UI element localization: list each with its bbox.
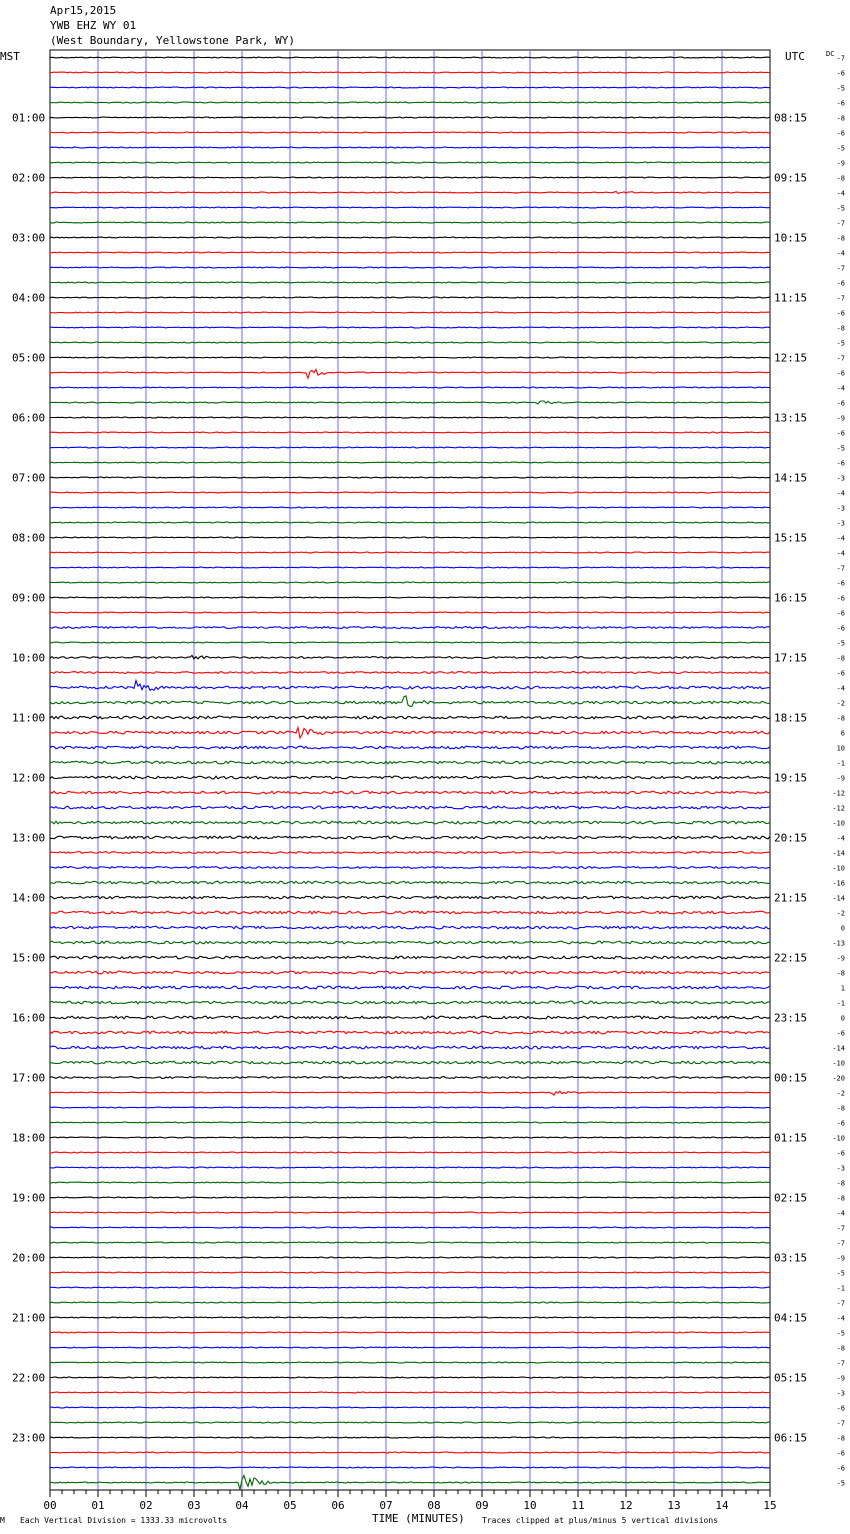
dc-offset-label: -3	[836, 504, 845, 513]
dc-offset-label: 1	[840, 984, 845, 993]
right-hour-label: 18:15	[774, 711, 808, 725]
left-hour-label: 04:00	[12, 291, 46, 305]
seismic-trace	[50, 462, 770, 463]
seismic-trace	[50, 956, 770, 959]
dc-offset-label: -9	[836, 414, 845, 423]
dc-offset-label: -7	[836, 354, 845, 363]
header-location: (West Boundary, Yellowstone Park, WY)	[50, 34, 296, 47]
dc-offset-label: -6	[836, 399, 845, 408]
left-hour-label: 10:00	[12, 651, 46, 665]
dc-offset-label: -5	[836, 639, 845, 648]
dc-offset-label: -3	[836, 1164, 845, 1173]
right-hour-label: 05:15	[774, 1371, 808, 1385]
seismic-trace	[50, 537, 770, 538]
dc-offset-label: -8	[836, 234, 845, 243]
seismic-trace	[50, 821, 770, 824]
right-hour-label: 21:15	[774, 891, 808, 905]
dc-offset-label: -8	[836, 714, 845, 723]
seismic-trace	[50, 1476, 770, 1490]
dc-offset-label: -3	[836, 474, 845, 483]
dc-offset-label: -7	[836, 1239, 845, 1248]
right-hour-label: 01:15	[774, 1131, 808, 1145]
dc-offset-label: -4	[836, 834, 845, 843]
seismic-trace	[50, 867, 770, 869]
seismic-trace	[50, 222, 770, 223]
left-hour-label: 17:00	[12, 1071, 46, 1085]
dc-offset-label: -8	[836, 1434, 845, 1443]
dc-offset-label: -12	[832, 804, 845, 813]
seismic-trace	[50, 776, 770, 779]
seismic-trace	[50, 507, 770, 508]
left-hour-label: 02:00	[12, 171, 46, 185]
dc-offset-label: -9	[836, 1374, 845, 1383]
seismic-trace	[50, 1031, 770, 1034]
x-tick-label: 01	[91, 1499, 105, 1512]
dc-offset-label: -4	[836, 1209, 845, 1218]
seismic-trace	[50, 582, 770, 583]
seismic-trace	[50, 941, 770, 944]
header-date: Apr15,2015	[50, 4, 117, 17]
dc-offset-label: -1	[836, 999, 845, 1008]
dc-offset-label: -14	[832, 1044, 845, 1053]
corner-mark: M	[0, 1516, 5, 1525]
dc-offset-label: -7	[836, 294, 845, 303]
dc-offset-label: -8	[836, 1344, 845, 1353]
dc-offset-label: -8	[836, 324, 845, 333]
right-hour-label: 12:15	[774, 351, 808, 365]
dc-offset-label: -5	[836, 144, 845, 153]
seismic-trace	[50, 1302, 770, 1303]
seismic-trace	[50, 177, 770, 178]
seismic-trace	[50, 1437, 770, 1438]
right-hour-label: 11:15	[774, 291, 808, 305]
seismic-trace	[50, 342, 770, 343]
seismic-trace	[50, 1122, 770, 1123]
dc-offset-label: -7	[836, 1299, 845, 1308]
seismic-trace	[50, 656, 770, 659]
seismic-trace	[50, 417, 770, 418]
dc-offset-label: -3	[836, 1389, 845, 1398]
x-tick-label: 15	[763, 1499, 777, 1512]
dc-offset-label: 0	[840, 1014, 845, 1023]
seismic-trace	[50, 1167, 770, 1168]
seismic-trace	[50, 567, 770, 568]
left-hour-label: 20:00	[12, 1251, 46, 1265]
left-hour-label: 06:00	[12, 411, 46, 425]
dc-offset-label: -6	[836, 129, 845, 138]
right-hour-label: 04:15	[774, 1311, 808, 1325]
dc-offset-label: -6	[836, 1149, 845, 1158]
seismic-trace	[50, 728, 770, 739]
dc-offset-label: -4	[836, 534, 845, 543]
seismic-trace	[50, 237, 770, 238]
dc-offset-label: -8	[836, 1104, 845, 1113]
seismic-trace	[50, 716, 770, 719]
right-hour-label: 22:15	[774, 951, 808, 965]
seismic-trace	[50, 312, 770, 313]
right-hour-label: 17:15	[774, 651, 808, 665]
seismic-trace	[50, 896, 770, 899]
seismic-trace	[50, 401, 770, 404]
seismic-trace	[50, 87, 770, 88]
seismic-trace	[50, 1197, 770, 1198]
seismic-trace	[50, 1377, 770, 1378]
left-hour-label: 18:00	[12, 1131, 46, 1145]
seismic-trace	[50, 447, 770, 448]
dc-offset-label: -8	[836, 174, 845, 183]
dc-offset-label: 10	[836, 744, 845, 753]
dc-offset-label: -5	[836, 1329, 845, 1338]
seismic-trace	[50, 522, 770, 523]
seismic-trace	[50, 1091, 770, 1095]
seismic-trace	[50, 627, 770, 629]
seismic-trace	[50, 1001, 770, 1004]
dc-offset-label: -5	[836, 444, 845, 453]
seismic-trace	[50, 207, 770, 208]
seismic-trace	[50, 357, 770, 358]
right-hour-label: 13:15	[774, 411, 808, 425]
x-axis-label: TIME (MINUTES)	[372, 1512, 465, 1525]
right-hour-label: 00:15	[774, 1071, 808, 1085]
seismic-trace	[50, 132, 770, 133]
right-hour-label: 10:15	[774, 231, 808, 245]
left-hour-label: 01:00	[12, 111, 46, 125]
seismic-trace	[50, 1137, 770, 1138]
seismic-trace	[50, 432, 770, 433]
dc-offset-label: -5	[836, 204, 845, 213]
dc-offset-label: -9	[836, 774, 845, 783]
x-tick-label: 02	[139, 1499, 153, 1512]
dc-offset-label: -7	[836, 264, 845, 273]
dc-offset-label: 6	[840, 729, 845, 738]
dc-offset-label: -9	[836, 1254, 845, 1263]
dc-offset-label: -5	[836, 1479, 845, 1488]
seismic-trace	[50, 971, 770, 974]
dc-offset-label: -14	[832, 894, 845, 903]
dc-offset-label: -16	[832, 879, 845, 888]
seismic-trace	[50, 1107, 770, 1108]
left-hour-label: 13:00	[12, 831, 46, 845]
x-tick-label: 11	[571, 1499, 585, 1512]
dc-offset-label: -6	[836, 624, 845, 633]
left-hour-label: 07:00	[12, 471, 46, 485]
x-tick-label: 06	[331, 1499, 345, 1512]
seismic-trace	[50, 1347, 770, 1348]
left-hour-label: 03:00	[12, 231, 46, 245]
dc-offset-label: -1	[836, 759, 845, 768]
seismic-trace	[50, 642, 770, 643]
dc-offset-label: -5	[836, 84, 845, 93]
right-hour-label: 23:15	[774, 1011, 808, 1025]
dc-offset-label: -6	[836, 309, 845, 318]
dc-offset-label: -7	[836, 564, 845, 573]
right-hour-label: 14:15	[774, 471, 808, 485]
dc-offset-label: -4	[836, 1314, 845, 1323]
seismic-trace	[50, 1257, 770, 1258]
seismic-trace	[50, 477, 770, 478]
seismic-trace	[50, 1061, 770, 1064]
dc-offset-label: -6	[836, 594, 845, 603]
dc-offset-label: -7	[836, 1224, 845, 1233]
dc-offset-label: -3	[836, 519, 845, 528]
left-hour-label: 09:00	[12, 591, 46, 605]
seismic-trace	[50, 57, 770, 58]
seismic-trace	[50, 696, 770, 706]
dc-offset-label: -7	[836, 54, 845, 63]
seismic-trace	[50, 911, 770, 914]
dc-offset-label: -8	[836, 1194, 845, 1203]
x-tick-label: 07	[379, 1499, 393, 1512]
dc-offset-label: -6	[836, 579, 845, 588]
dc-offset-label: -4	[836, 684, 845, 693]
seismic-trace	[50, 761, 770, 764]
seismic-trace	[50, 1077, 770, 1079]
seismic-trace	[50, 1422, 770, 1423]
seismic-trace	[50, 117, 770, 118]
dc-offset-label: -5	[836, 339, 845, 348]
dc-offset-label: -10	[832, 819, 845, 828]
header-station: YWB EHZ WY 01	[50, 19, 137, 32]
dc-offset-label: -10	[832, 1059, 845, 1068]
x-tick-label: 00	[43, 1499, 57, 1512]
dc-offset-label: -10	[832, 1134, 845, 1143]
right-timezone-label: UTC	[785, 50, 805, 63]
seismic-trace	[50, 791, 770, 794]
dc-offset-label: -4	[836, 249, 845, 258]
dc-offset-label: -2	[836, 909, 845, 918]
x-tick-label: 08	[427, 1499, 441, 1512]
left-hour-label: 15:00	[12, 951, 46, 965]
left-hour-label: 11:00	[12, 711, 46, 725]
left-timezone-label: MST	[0, 50, 20, 63]
dc-offset-label: -4	[836, 549, 845, 558]
seismic-trace	[50, 852, 770, 854]
x-tick-label: 13	[667, 1499, 681, 1512]
x-tick-label: 12	[619, 1499, 633, 1512]
dc-offset-label: -5	[836, 1269, 845, 1278]
left-hour-label: 16:00	[12, 1011, 46, 1025]
right-hour-label: 08:15	[774, 111, 808, 125]
x-tick-label: 03	[187, 1499, 201, 1512]
seismic-trace	[50, 1272, 770, 1273]
seismic-trace	[50, 746, 770, 749]
seismic-trace	[50, 1227, 770, 1228]
dc-header-label: DC	[826, 50, 835, 58]
left-hour-label: 08:00	[12, 531, 46, 545]
dc-offset-label: -6	[836, 69, 845, 78]
seismic-trace	[50, 252, 770, 253]
x-tick-label: 10	[523, 1499, 537, 1512]
left-hour-label: 14:00	[12, 891, 46, 905]
plot-frame	[50, 50, 770, 1490]
dc-offset-label: -7	[836, 219, 845, 228]
seismic-trace	[50, 986, 770, 989]
left-hour-label: 21:00	[12, 1311, 46, 1325]
left-hour-label: 12:00	[12, 771, 46, 785]
dc-offset-label: -6	[836, 1449, 845, 1458]
dc-offset-label: -10	[832, 864, 845, 873]
dc-offset-label: -8	[836, 654, 845, 663]
seismic-trace	[50, 387, 770, 388]
x-tick-label: 09	[475, 1499, 489, 1512]
dc-offset-label: -4	[836, 189, 845, 198]
seismic-trace	[50, 806, 770, 809]
dc-offset-label: -12	[832, 789, 845, 798]
dc-offset-label: -9	[836, 159, 845, 168]
dc-offset-label: -6	[836, 669, 845, 678]
seismic-trace	[50, 1467, 770, 1468]
seismic-trace	[50, 102, 770, 103]
dc-offset-label: -14	[832, 849, 845, 858]
dc-offset-label: -6	[836, 429, 845, 438]
dc-offset-label: -13	[832, 939, 845, 948]
seismic-trace	[50, 327, 770, 328]
seismic-trace	[50, 1392, 770, 1393]
seismic-trace	[50, 597, 770, 598]
dc-offset-label: -7	[836, 1359, 845, 1368]
seismic-trace	[50, 282, 770, 283]
seismic-trace	[50, 267, 770, 268]
right-hour-label: 03:15	[774, 1251, 808, 1265]
scale-note: Each Vertical Division = 1333.33 microvolts	[20, 1516, 228, 1525]
dc-offset-label: -6	[836, 99, 845, 108]
dc-offset-label: -2	[836, 699, 845, 708]
seismic-trace	[50, 162, 770, 163]
right-hour-label: 16:15	[774, 591, 808, 605]
x-tick-label: 05	[283, 1499, 297, 1512]
seismic-trace	[50, 1407, 770, 1408]
dc-offset-label: -6	[836, 1404, 845, 1413]
seismic-trace	[50, 881, 770, 884]
seismic-trace	[50, 1242, 770, 1243]
clip-note: Traces clipped at plus/minus 5 vertical divisions	[482, 1516, 719, 1525]
seismic-trace	[50, 1016, 770, 1019]
dc-offset-label: 0	[840, 924, 845, 933]
left-hour-label: 19:00	[12, 1191, 46, 1205]
seismic-trace	[50, 552, 770, 553]
seismic-trace	[50, 1182, 770, 1183]
dc-offset-label: -6	[836, 1464, 845, 1473]
seismic-trace	[50, 191, 770, 193]
dc-offset-label: -6	[836, 369, 845, 378]
dc-offset-label: -6	[836, 1119, 845, 1128]
seismic-trace	[50, 1152, 770, 1153]
right-hour-label: 09:15	[774, 171, 808, 185]
right-hour-label: 06:15	[774, 1431, 808, 1445]
right-hour-label: 02:15	[774, 1191, 808, 1205]
dc-offset-label: -6	[836, 1029, 845, 1038]
dc-offset-label: -6	[836, 459, 845, 468]
dc-offset-label: -20	[832, 1074, 845, 1083]
left-hour-label: 23:00	[12, 1431, 46, 1445]
seismic-trace	[50, 1046, 770, 1049]
seismic-trace	[50, 1452, 770, 1453]
seismic-trace	[50, 1317, 770, 1318]
dc-offset-label: -6	[836, 609, 845, 618]
dc-offset-label: -7	[836, 1419, 845, 1428]
seismic-trace	[50, 836, 770, 839]
dc-offset-label: -8	[836, 969, 845, 978]
right-hour-label: 20:15	[774, 831, 808, 845]
seismic-trace	[50, 1362, 770, 1363]
dc-offset-label: -2	[836, 1089, 845, 1098]
seismic-trace	[50, 492, 770, 493]
dc-offset-label: -8	[836, 1179, 845, 1188]
right-hour-label: 19:15	[774, 771, 808, 785]
seismic-trace	[50, 369, 770, 378]
seismic-trace	[50, 147, 770, 148]
right-hour-label: 15:15	[774, 531, 808, 545]
seismic-trace	[50, 612, 770, 613]
seismic-trace	[50, 297, 770, 298]
dc-offset-label: -9	[836, 954, 845, 963]
dc-offset-label: -6	[836, 279, 845, 288]
seismic-trace	[50, 1287, 770, 1288]
seismic-trace	[50, 672, 770, 674]
seismic-trace	[50, 1332, 770, 1333]
seismic-trace	[50, 1212, 770, 1213]
left-hour-label: 05:00	[12, 351, 46, 365]
x-tick-label: 14	[715, 1499, 729, 1512]
seismic-trace	[50, 72, 770, 73]
left-hour-label: 22:00	[12, 1371, 46, 1385]
seismic-trace	[50, 681, 770, 691]
dc-offset-label: -1	[836, 1284, 845, 1293]
dc-offset-label: -4	[836, 384, 845, 393]
dc-offset-label: -4	[836, 489, 845, 498]
seismic-trace	[50, 926, 770, 929]
dc-offset-label: -8	[836, 114, 845, 123]
x-tick-label: 04	[235, 1499, 249, 1512]
